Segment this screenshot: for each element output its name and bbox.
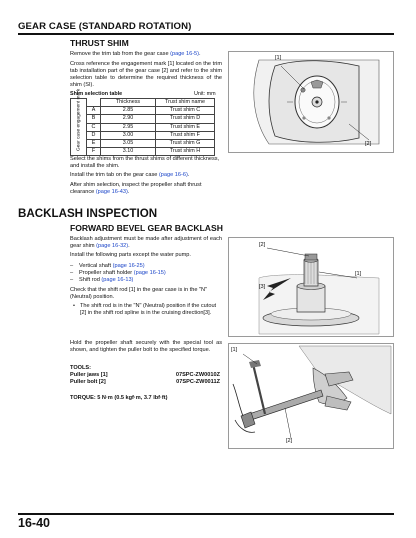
thrust-shim-heading: THRUST SHIM (70, 38, 129, 48)
callout-3: [3] (259, 284, 266, 290)
list-item: – Propeller shaft holder (page 16-15) (70, 270, 166, 276)
tools-label: TOOLS: (70, 365, 92, 371)
page-link[interactable]: (page 16-6) (158, 172, 188, 178)
backlash-subheading: FORWARD BEVEL GEAR BACKLASH (70, 223, 223, 233)
column-header: Trust shim name (156, 99, 215, 107)
table-row (71, 139, 215, 147)
backlash-p2: Install the following parts except the water pump. (70, 252, 191, 258)
tool-row: Puller jaws [1] 07SPC-ZW0010Z (70, 372, 220, 379)
shift-rod-figure (228, 237, 394, 337)
table-row (71, 131, 215, 139)
shift-rod-illustration (229, 238, 393, 336)
header-rule (18, 33, 394, 35)
side-label: Gear case engagement mark (76, 89, 81, 152)
page-link[interactable]: (page 16-15) (133, 270, 166, 276)
page-link[interactable]: (page 16-13) (101, 277, 134, 283)
tools-block (70, 365, 222, 387)
list-item: – Vertical shaft (page 16-25) (70, 263, 145, 269)
callout-2: [2] (286, 438, 293, 444)
callout-1: [1] (275, 55, 282, 61)
table-cell-mark: F (87, 148, 101, 156)
table-cell-name: Trust shim D (156, 115, 215, 123)
table-cell-mark: A (87, 107, 101, 115)
list-item: – Shift rod (page 16-13) (70, 277, 134, 283)
column-header: Thickness (101, 99, 156, 107)
backlash-p3: Check that the shift rod [1] in the gear case is in the "N" (Neutral) position. (70, 287, 208, 300)
table-cell-thickness: 2.90 (101, 115, 156, 123)
page-link[interactable]: (page 16-5) (170, 51, 200, 57)
table-cell-thickness: 3.00 (101, 131, 156, 139)
table-cell-name: Trust shim G (156, 139, 215, 147)
thrust-shim-p2: Cross reference the engagement mark [1] located on the trim tab installation part of the gear case [2] and refer to the shim selection table to determine the required thickness of the shim (SI). (70, 61, 222, 88)
tool-row: Puller bolt [2] 07SPC-ZW0011Z (70, 379, 220, 386)
table-row (71, 115, 215, 123)
table-header-row (71, 99, 215, 107)
page-link[interactable]: (page 16-32) (96, 243, 129, 249)
page-number: 16-40 (18, 516, 50, 530)
parts-list (70, 263, 222, 284)
note-bullet: • The shift rod is in the "N" (Neutral) position if the cutout [2] in the shift rod spline is in the cruising direction[3]. (73, 303, 217, 316)
table-cell-thickness: 2.95 (101, 123, 156, 131)
callout-1: [1] (355, 271, 362, 277)
table-cell-mark: B (87, 115, 101, 123)
table-row (71, 123, 215, 131)
table-cell-thickness: 2.85 (101, 107, 156, 115)
table-row (71, 148, 215, 156)
thrust-shim-p5: After shim selection, inspect the propeller shaft thrust clearance (page 16-43). (70, 182, 202, 195)
backlash-title: BACKLASH INSPECTION (18, 207, 158, 220)
thrust-shim-p3: Select the shims from the thrust shims of different thickness, and install the shim. (70, 156, 220, 169)
puller-tool-illustration (229, 344, 393, 448)
callout-1: [1] (231, 347, 238, 353)
table-cell-mark: E (87, 139, 101, 147)
puller-figure (228, 343, 394, 449)
backlash-p4: Hold the propeller shaft securely with the special tool as shown, and tighten the puller bolt to the specified torque. (70, 340, 222, 353)
callout-2: [2] (365, 141, 372, 147)
backlash-p1: Backlash adjustment must be made after adjustment of each gear shim (page 16-32). (70, 236, 222, 249)
table-cell-name: Trust shim H (156, 148, 215, 156)
table-cell-name: Trust shim F (156, 131, 215, 139)
table-title: Shim selection table (70, 91, 123, 97)
table-row (71, 107, 215, 115)
torque-spec: TORQUE: 5 N·m (0.5 kgf·m, 3.7 lbf·ft) (70, 395, 168, 401)
page-link[interactable]: (page 16-25) (112, 263, 145, 269)
thrust-shim-p4: Install the trim tab on the gear case (page 16-6). (70, 172, 190, 178)
thrust-shim-p1: Remove the trim tab from the gear case (page 16-5). (70, 51, 201, 57)
table-cell-mark: D (87, 131, 101, 139)
page-link[interactable]: (page 16-43) (95, 189, 128, 195)
table-cell-name: Trust shim E (156, 123, 215, 131)
side-label-cell (71, 89, 87, 156)
table-unit: Unit: mm (194, 91, 216, 97)
gear-case-illustration (229, 52, 393, 152)
table-cell-mark: C (87, 123, 101, 131)
section-header: GEAR CASE (STANDARD ROTATION) (18, 21, 192, 32)
table-cell-name: Trust shim C (156, 107, 215, 115)
callout-2: [2] (259, 242, 266, 248)
footer-rule (18, 513, 394, 515)
trim-tab-figure (228, 51, 394, 153)
table-cell-thickness: 3.05 (101, 139, 156, 147)
table-cell-thickness: 3.10 (101, 148, 156, 156)
